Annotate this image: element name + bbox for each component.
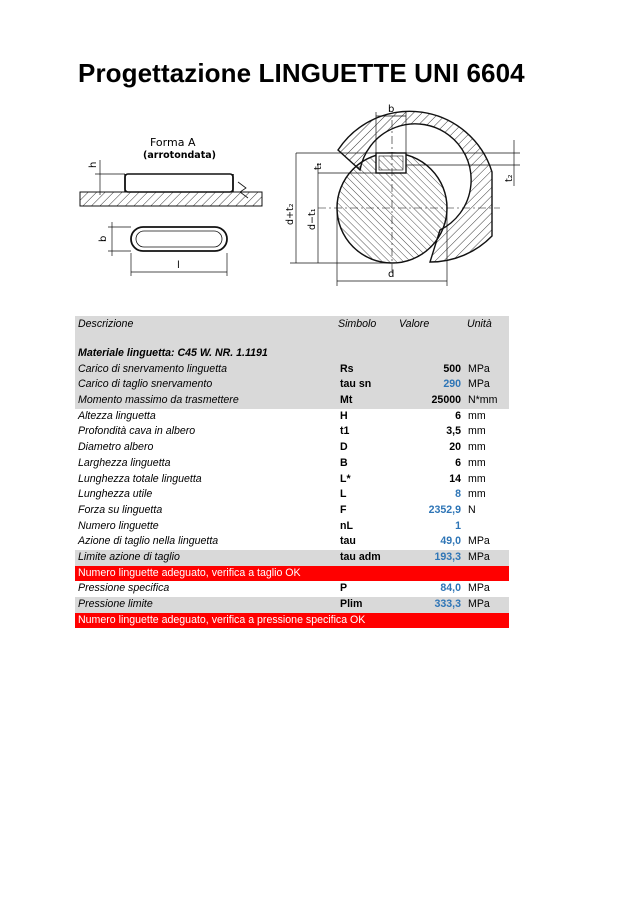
table-row	[75, 440, 509, 456]
row-symbol: tau sn	[340, 378, 372, 391]
dim-d-minus-t1-label: d−t₁	[307, 208, 318, 230]
row-symbol: H	[340, 409, 348, 422]
row-unit: mm	[468, 441, 486, 454]
dim-b-top-label: b	[388, 104, 395, 115]
row-unit: mm	[468, 425, 486, 438]
row-unit: mm	[468, 488, 486, 501]
dim-d-plus-t2-label: d+t₂	[285, 203, 296, 225]
table-row	[75, 581, 509, 597]
row-value: 3,5	[446, 425, 461, 438]
row-symbol: P	[340, 582, 348, 595]
row-symbol: Rs	[340, 362, 354, 375]
row-description: Lunghezza totale linguetta	[78, 472, 202, 485]
row-symbol: nL	[340, 519, 353, 532]
table-row	[75, 534, 509, 550]
row-unit: mm	[468, 409, 486, 422]
shear-check-text: Numero linguette adeguato, verifica a taglio OK	[78, 566, 301, 579]
dim-t1-label: t₁	[313, 162, 324, 170]
header-symbol: Simbolo	[338, 318, 377, 330]
table-row	[75, 393, 509, 409]
row-description: Momento massimo da trasmettere	[78, 394, 239, 407]
row-value: 25000	[431, 394, 461, 407]
table-row	[75, 503, 509, 519]
row-symbol: L	[340, 488, 347, 501]
table-row	[75, 550, 509, 566]
row-description: Pressione limite	[78, 598, 153, 610]
row-unit: MPa	[468, 378, 490, 391]
row-value: 14	[449, 472, 461, 485]
row-description: Diametro albero	[78, 441, 154, 454]
row-symbol: F	[340, 503, 347, 516]
row-description: Numero linguette	[78, 519, 159, 532]
row-value: 8	[455, 488, 461, 501]
table-row	[75, 519, 509, 535]
row-unit: MPa	[468, 535, 490, 548]
page-title: Progettazione LINGUETTE UNI 6604	[78, 58, 525, 88]
row-symbol: B	[340, 456, 348, 469]
row-symbol: Plim	[340, 598, 363, 610]
row-value: 333,3	[434, 598, 461, 610]
header-value: Valore	[399, 318, 430, 330]
forma-label: Forma A	[150, 136, 196, 149]
table-row	[75, 362, 509, 378]
material-row	[75, 346, 509, 362]
row-unit: MPa	[468, 362, 490, 375]
shear-check-message	[75, 566, 509, 582]
table-row	[75, 456, 509, 472]
row-unit: N*mm	[468, 394, 498, 407]
key-technical-drawing	[0, 0, 640, 300]
row-unit: MPa	[468, 598, 490, 610]
row-value: 2352,9	[428, 503, 461, 516]
row-value: 20	[449, 441, 461, 454]
dim-t2-label: t₂	[504, 174, 515, 182]
row-description: Azione di taglio nella linguetta	[78, 535, 219, 548]
dim-d-label: d	[388, 269, 395, 280]
row-value: 84,0	[440, 582, 461, 595]
row-value: 290	[443, 378, 461, 391]
row-symbol: L*	[340, 472, 351, 485]
table-row	[75, 424, 509, 440]
table-header	[75, 316, 509, 332]
pressure-check-message	[75, 613, 509, 629]
key-top-view	[108, 222, 227, 276]
material-label: Materiale linguetta: C45 W. NR. 1.1191	[78, 347, 268, 359]
row-unit: MPa	[468, 582, 490, 595]
forma-sublabel: (arrotondata)	[143, 150, 216, 161]
dim-b-left-label: b	[98, 235, 109, 242]
calculation-table	[75, 316, 509, 628]
row-unit: N	[468, 503, 476, 516]
row-value: 1	[455, 519, 461, 532]
shaft-section	[290, 111, 520, 286]
table-row	[75, 487, 509, 503]
row-value: 500	[443, 362, 461, 375]
row-description: Carico di taglio snervamento	[78, 378, 213, 391]
row-unit: MPa	[468, 550, 490, 563]
pressure-check-text: Numero linguette adeguato, verifica a pressione specifica OK	[78, 613, 366, 626]
header-description: Descrizione	[78, 318, 134, 330]
table-row	[75, 597, 509, 613]
row-description: Profondità cava in albero	[78, 425, 196, 438]
table-spacer	[75, 332, 509, 346]
row-description: Lunghezza utile	[78, 488, 153, 501]
row-value: 49,0	[440, 535, 461, 548]
table-row	[75, 472, 509, 488]
row-description: Limite azione di taglio	[78, 550, 180, 563]
header-unit: Unità	[467, 318, 492, 330]
row-value: 193,3	[434, 550, 461, 563]
row-unit: mm	[468, 456, 486, 469]
row-description: Carico di snervamento linguetta	[78, 362, 227, 375]
row-symbol: tau	[340, 535, 356, 548]
row-symbol: D	[340, 441, 348, 454]
row-symbol: Mt	[340, 394, 353, 407]
table-row	[75, 377, 509, 393]
row-symbol: t1	[340, 425, 350, 438]
table-row	[75, 409, 509, 425]
row-description: Larghezza linguetta	[78, 456, 171, 469]
row-value: 6	[455, 456, 461, 469]
row-symbol: tau adm	[340, 550, 381, 563]
row-description: Pressione specifica	[78, 582, 170, 595]
parameter-rows	[75, 362, 509, 566]
pressure-rows	[75, 581, 509, 612]
row-description: Forza su linguetta	[78, 503, 163, 516]
dim-h-label: h	[88, 161, 99, 168]
row-unit: mm	[468, 472, 486, 485]
row-value: 6	[455, 409, 461, 422]
dim-l-label: l	[177, 260, 180, 271]
key-side-view	[80, 160, 262, 206]
row-description: Altezza linguetta	[78, 409, 156, 422]
